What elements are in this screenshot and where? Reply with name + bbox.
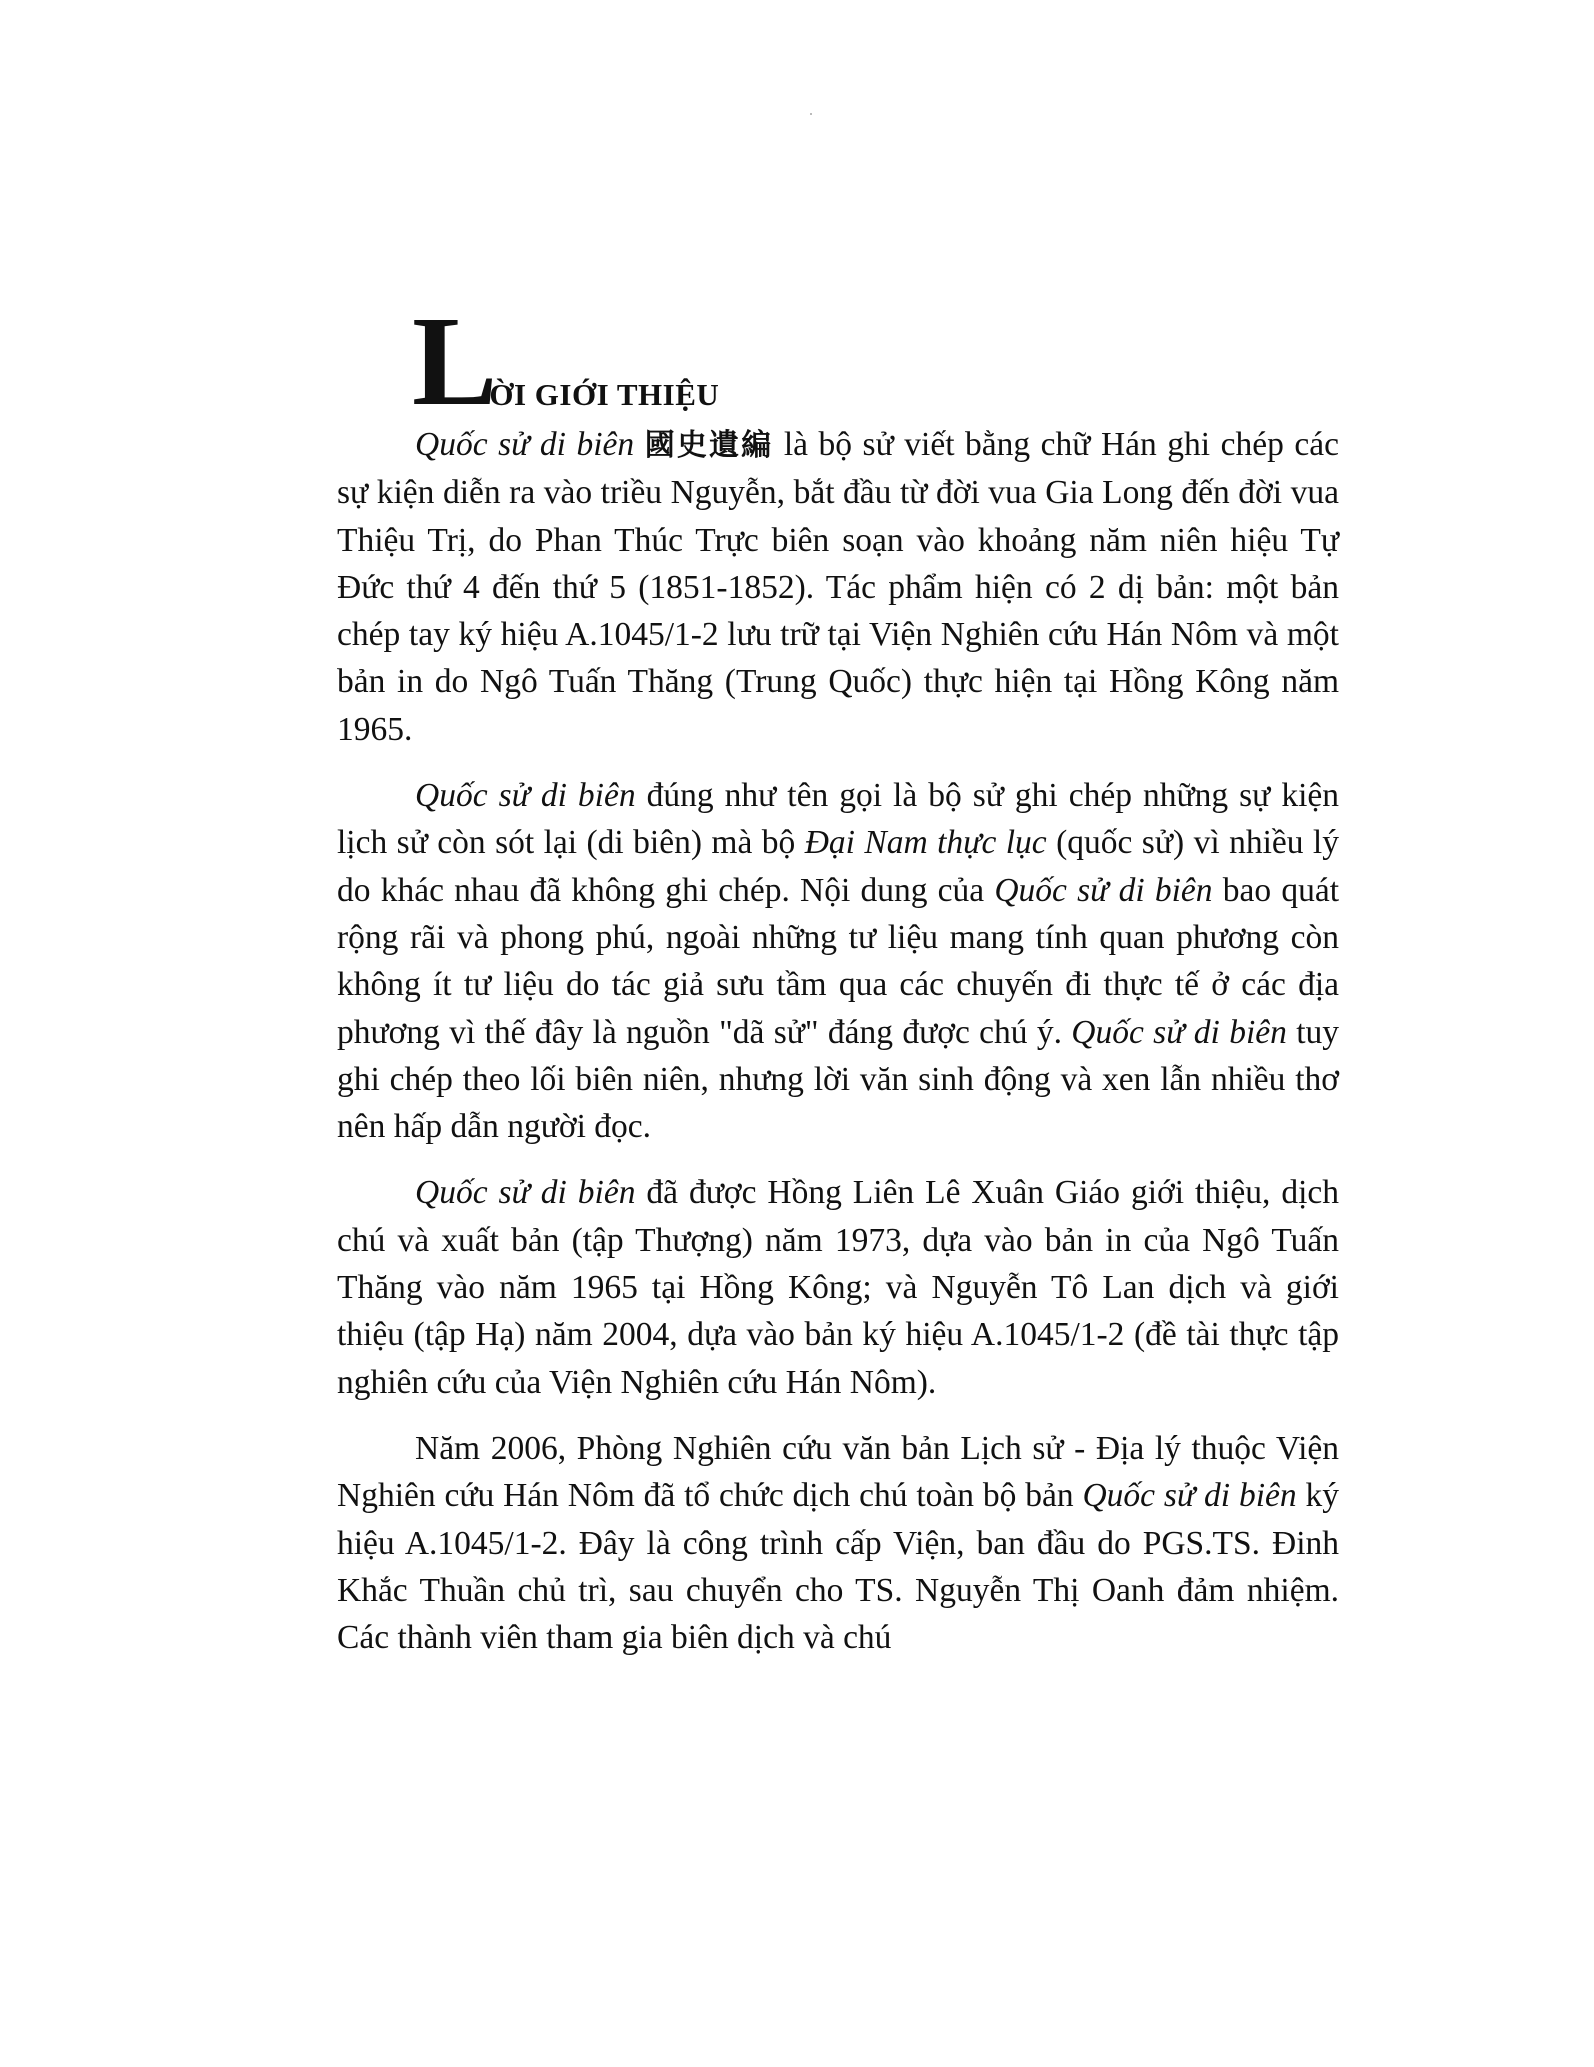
paragraph-1 <box>337 421 1339 753</box>
heading-title: ỜI GIỚI THIỆU <box>489 376 720 412</box>
italic-title: Quốc sử di biên <box>415 1174 636 1212</box>
text-run: Năm 2006, Phòng Nghiên cứu văn bản Lịch sử - Địa lý thuộc Viện Nghiên cứu Hán Nôm đã tổ chức dịch chú toàn bộ bản <box>337 1429 1339 1515</box>
text-run: tuy ghi chép theo lối biên niên, nhưng lời văn sinh động và xen lẫn nhiều thơ nên hấp dẫn người đọc. <box>337 1013 1340 1146</box>
italic-title: Quốc sử di biên <box>415 777 636 815</box>
text-run: ký hiệu A.1045/1-2. Đây là công trình cấp Viện, ban đầu do PGS.TS. Đinh Khắc Thuần chủ trì, sau chuyển cho TS. Nguyễn Thị Oanh đảm nhiệm. Các thành viên tham gia biên dịch và chú <box>337 1477 1340 1657</box>
text-run <box>634 426 645 463</box>
text-run: bao quát rộng rãi và phong phú, ngoài những tư liệu mang tính quan phương còn không ít tư liệu do tác giả sưu tầm qua các chuyến đi thực tế ở các địa phương vì thế đây là nguồn "dã sử" đáng được chú ý. <box>337 871 1340 1051</box>
section-heading <box>412 290 720 432</box>
text-run: là bộ sử viết bằng chữ Hán ghi chép các sự kiện diễn ra vào triều Nguyễn, bắt đầu từ đời vua Gia Long đến đời vua Thiệu Trị, do Phan Thúc Trực biên soạn vào khoảng năm niên hiệu Tự Đức thứ 4 đến thứ 5 (1851-1852). Tác phẩm hiện có 2 dị bản: một bản chép tay ký hiệu A.1045/1-2 lưu trữ tại Viện Nghiên cứu Hán Nôm và một bản in do Ngô Tuấn Thăng (Trung Quốc) thực hiện tại Hồng Kông năm 1965. <box>337 426 1340 748</box>
italic-title: Đại Nam thực lục <box>804 824 1047 862</box>
italic-title: Quốc sử di biên <box>415 426 635 463</box>
italic-title: Quốc sử di biên <box>1082 1477 1297 1515</box>
scan-speck <box>810 113 812 115</box>
italic-title: Quốc sử di biên <box>1071 1013 1287 1051</box>
han-characters: 國史遺編 <box>644 428 774 463</box>
paragraph-3 <box>337 1169 1339 1405</box>
heading-dropcap: L <box>412 290 494 432</box>
text-run: đã được Hồng Liên Lê Xuân Giáo giới thiệu, dịch chú và xuất bản (tập Thượng) năm 1973, dựa vào bản in của Ngô Tuấn Thăng vào năm 1965 tại Hồng Kông; và Nguyễn Tô Lan dịch và giới thiệu (tập Hạ) năm 2004, dựa vào bản ký hiệu A.1045/1-2 (đề tài thực tập nghiên cứu của Viện Nghiên cứu Hán Nôm). <box>337 1174 1339 1401</box>
paragraph-2 <box>337 772 1339 1150</box>
body-text <box>337 421 1339 1680</box>
text-run: đúng như tên gọi là bộ sử ghi chép những sự kiện lịch sử còn sót lại (di biên) mà bộ <box>337 777 1339 862</box>
italic-title: Quốc sử di biên <box>994 871 1213 909</box>
text-run: (quốc sử) vì nhiều lý do khác nhau đã không ghi chép. Nội dung của <box>337 824 1339 909</box>
paragraph-4 <box>337 1425 1339 1661</box>
